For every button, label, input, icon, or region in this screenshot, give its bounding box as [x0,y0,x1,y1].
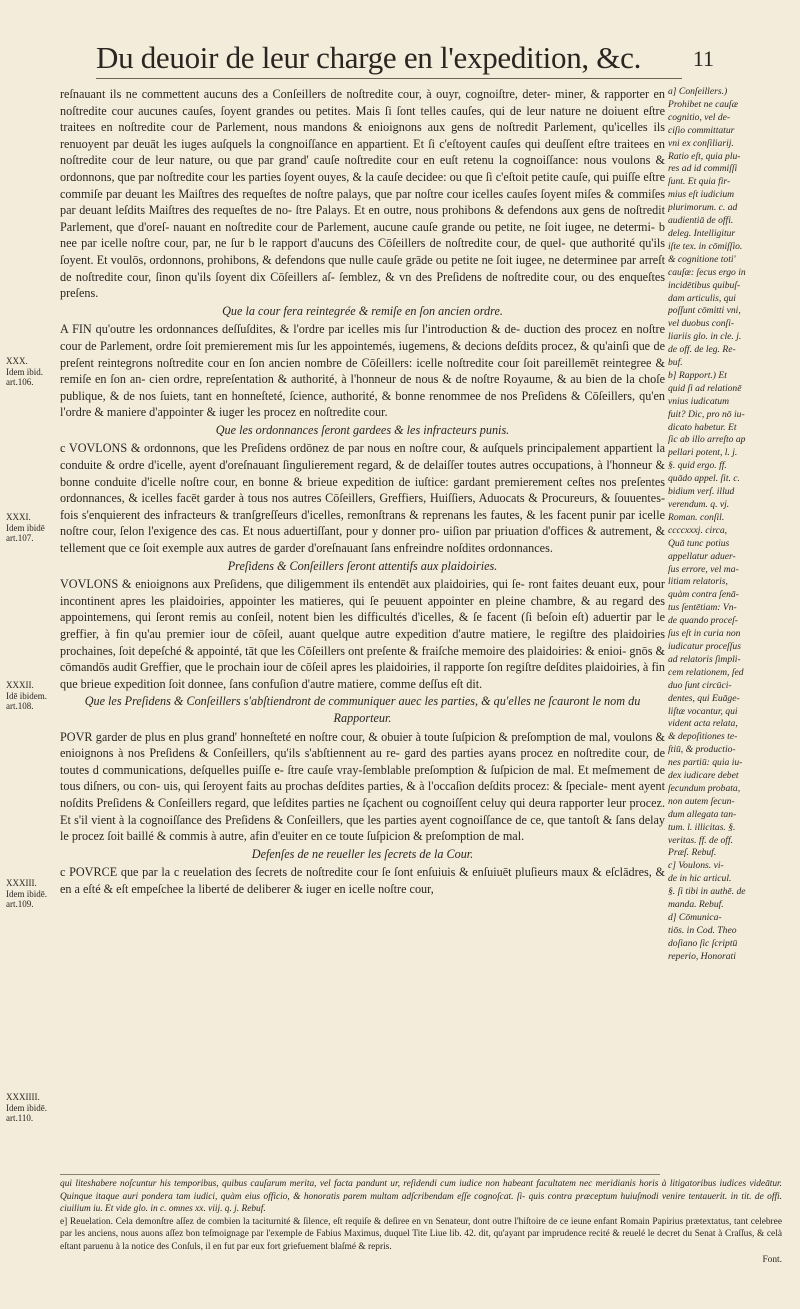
paragraph: reſnauant ils ne commettent aucuns des a Conſeillers de noſtredite cour, à ouyr, cognoiſtre, deter- miner, & rapporter en noſtredite cour aucunes cauſes, ſoyent grandes ou petites. Mais ſi ſont telles cauſes, qui de leur nature ne doiuent eſtre traitees en noſtredite cour de Parlement, nous mandons & enioignons aux gens de noſtredit Parlement, qu'icelles ils renuoyent par deuāt les iuges auſquels la congnoiſſance en appartient. Et ſi c'eſtoyent cauſes qui deuſſent eſtre traitees en noſtredite cour de leur nature, ou que par grand' cauſe noſtredite cour en euſt retenu la cognoiſſance: nous voulons & ordonnons, que par noſtredite cour les parties ſoyent ouyes, & la cauſe decidee: ou que ſi c'eſtoit petite cauſe, qui puiſſe eſtre commiſe par deuant les Maiſtres des requeſtes de noſtre palays, que par noſtre cour icelles cauſes ſoyent miſes & commiſes par deuant leſdits Maiſtres des requeſtes de no- ſtre Palays. Et en outre, nous prohibons & defendons aux gens de noſtredit Parlement, que d'oreſ- nauant en noſtredite cour de Parlement, aucune cauſe grande ou petite, ne ſoit iugee, ne determi- b nee par icelle noſtre cour, par, ne ſur b le rapport d'aucuns des Cōſeillers de noſtredite cour, de quel- que authorité qu'ils ſoyent. Et voulōs, ordonnons, prohibons, & defendons que nulle cauſe grāde ou petite ne ſoit iugee, ne determinee par arreſt de noſtredite cour, ſinon qu'ils ſoyent dix Cōſeillers aſ- ſemblez, & vn des Preſidens de noſtredite cour, ou des enqueſtes preſens. [60,87,665,301]
main-text [60,86,665,898]
side-note-line: Roman. conſil. [668,511,725,523]
side-note-line: de off. de leg. Re- [668,344,736,356]
side-note-line: buf. [668,357,683,369]
side-note-line: Prohibet ne cauſæ [668,98,738,110]
side-note-line: tus ſentētiam: Vn- [668,602,737,614]
side-note-line: iſte tex. in cōmiſſio. [668,240,743,252]
side-note-line: Ratio eſt, quia plu- [668,150,741,162]
side-note-line: dum allegata tan- [668,808,737,820]
side-note-line: vnius iudicatum [668,395,730,407]
side-note-line: non autem ſecun- [668,795,735,807]
side-note-line: iudicatur proceſſus [668,640,741,652]
side-note-line: b] Rapport.) Et [668,369,727,381]
side-note-line: & cognitione toti' [668,253,736,265]
article-reference: XXX. Idem ibid. art.106. [6,356,43,387]
side-note-line: ſic ab illo arreſto ap [668,434,746,446]
side-note-line: ſunt. Et quia fir- [668,176,731,188]
side-note-line: doſiano ſic ſcriptū [668,937,738,949]
side-note-line: ſus errore, vel ma- [668,563,739,575]
section-heading: Preſidens & Conſeillers ſeront attentifs aux plaidoiries. [227,558,498,573]
side-note-line: incidētibus quibuſ- [668,279,741,291]
side-note-line: ciſio committatur [668,124,735,136]
section-heading: Que la cour fera reintegrée & remiſe en ſon ancien ordre. [222,303,503,318]
side-note-line: Præſ. Rebuf. [668,847,717,859]
side-note-line: poſſunt cōmitti vni, [668,305,741,317]
side-note-line: vel duobus conſi- [668,318,735,330]
header-rule [96,78,682,79]
side-note-line: cognitio, vel de- [668,111,731,123]
side-note-line: litiam relatoris, [668,576,728,588]
side-note-line: dicato habetur. Et [668,421,737,433]
side-note-line: vni ex conſiliarij. [668,137,734,149]
side-note-line: a] Conſeillers.) [668,86,728,97]
running-header [96,40,714,80]
footnotes [60,1178,782,1266]
page-title: Du deuoir de leur charge en l'expedition, &c. [96,40,642,75]
side-note-line: appellatur aduer- [668,550,736,562]
side-note-line: liſtæ vocantur, qui [668,705,738,717]
article-reference: XXXIII. Idem ibidē. art.109. [6,878,47,909]
side-note-line: fuit? Dic, pro nō iu- [668,408,745,420]
side-note-line: quàm contra ſenā- [668,589,739,601]
article-reference: XXXIIII. Idem ibidē. art.110. [6,1092,47,1123]
side-note-line: dex iudicare debet [668,770,739,782]
section-heading: Que les Preſidens & Conſeillers s'abſtiendront de communiquer auec les parties, & qu'elles ne ſcauront le nom du Rapporteur. [84,694,641,725]
paragraph: VOVLONS & enioignons aux Preſidens, que diligemment ils entendēt aux plaidoiries, qui ſe- ront faites deuant eux, pour incontinent apres les plaidoiries, appointer les matieres, qui ſe peuuent appointer en pleine chambre, & au regard des appointemens, qui ſeront remis au conſeil, notent bien les difficultés d'icelles, & ſe facent (ſi beſoin eſt) aduertir par le greffier, à fin qu'au premier iour de cōſeil, auant quelque autre expedition d'autre matiere, le regiſtre des plaidoiries prochaines, ſoit depeſché & appointé, tāt que les Cōſeillers ont preſente & fraiſche memoire des plaidoiries: & enioi- gnōs & cōmandōs audit Greffier, que le prochain iour de cōſeil apres les plaidoiries, il rapporte ſon regiſtre deſdites plaidoiries, à fin que brieue expedition ſoit donnee, ſans confuſion d'autre matiere, comme deſſus eſt dit. [60,577,665,691]
side-note-line: dam articulis, qui [668,292,736,304]
side-note-line: vident acta relata, [668,718,738,730]
side-note-line: cem relationem, ſed [668,666,744,678]
paragraph: c POVRCE que par la c reuelation des ſecrets de noſtredite cour ſe ſont enſuiuis & enſuiuēt pluſieurs maux & eſclādres, & en a eſté & eſt empeſchee la liberté de deliberer & iuger en icelle noſtre cour, [60,865,665,896]
side-note-line: cauſæ: ſecus ergo in [668,266,746,278]
paragraph: c VOVLONS & ordonnons, que les Preſidens ordōnez de par nous en noſtre cour, & auſquels principalement appartient la conduite & ordre d'icelle, ayent d'oreſnauant ſingulierement regard, & de delaiſſer toutes autres occupations, à l'honneur & bonne conduite d'icelle noſtre cour, en bonne & brieue expedition de iuſtice: gardant premierement ceſtes nos preſentes ordonnances, & icelles facēt garder à tous nos autres Cōſeillers, Greffiers, Huiſſiers, Aduocats & Procureurs, & ſouuentes- fois s'enquierent des infracteurs & tranſgreſſeurs d'icelles, remonſtrans & reprenans les fautes, & les facent punir par icelle noſtre cour, ſelon l'exigence des cas. Et nous aduertiſſant, pour y donner pro- uiſion par priuation d'offices & autrement, & tellement que ce ſoit exemple aux autres de garder d'oreſnauant ſans enfreindre noſdites ordonnances. [60,441,665,556]
side-note-line: quādo appel. ſit. c. [668,473,740,485]
side-note-line: duo ſunt circūci- [668,679,732,691]
side-note-line: quid ſi ad relationē [668,382,742,394]
side-note-line: tiōs. in Cod. Theo [668,924,737,936]
side-note-line: ccccxxxj. circa, [668,524,728,536]
side-note-line: reperio, Honorati [668,950,736,962]
side-note-line: ſtiū, & productio- [668,744,736,756]
side-note-line: ſecundum probata, [668,782,741,794]
side-note-line: manda. Rebuf. [668,899,724,911]
side-note-line: plurimorum. c. ad [668,202,738,214]
side-note-line: veritas. ff. de off. [668,834,734,846]
side-note-line: verendum. q. vj. [668,499,730,510]
side-note-line: de in hic articul. [668,873,732,885]
catchword: Font. [762,1254,782,1265]
side-note-line: ad relatoris ſimpli- [668,653,741,665]
side-notes [668,86,784,964]
side-note-line: §. quid ergo. ff. [668,460,727,472]
side-note-line: tum. l. illicitas. §. [668,821,736,833]
side-note-line: d] Cōmunica- [668,912,722,923]
article-reference: XXXI. Idem ibidē art.107. [6,512,45,543]
side-note-line: Quā tunc potius [668,537,730,549]
footnote: e] Reuelation. Cela demonſtre aſſez de combien la taciturnité & ſilence, eſt requiſe & deſiree en vn Senateur, dont outre l'hiſtoire de ce ieune enfant Romain Papirius prætextatus, tant celebree par les anciens, nous auons aſſez bon teſmoignage par l'exemple de Fabius Maximus, duquel Tite Liue lib. 42. dit, qu'ayant par imprudence recité & reuelé le decret du Senat à Craſſus, & celà eſtant paruenu à la notice des Conſuls, il en fut par eux fort griefuement blaſmé & repris. [60,1216,782,1252]
footnote-rule [60,1174,660,1175]
side-note-line: ſus eſt in curia non [668,628,741,640]
section-heading: Defenſes de ne reueller les ſecrets de la Cour. [251,846,474,861]
footnote: qui liteshabere noſcuntur his temporibus, quibus cauſarum merita, vel facta pandunt ur, reſidendi cum iudice non habeant facultatem nec meridianis horis à litigatoribus iudices videātur. Quinque itaque auri pondera tam iudici, quàm eius officio, & honoratis parem multam adſcribendam eſſe cognoſcat. ſi- quis contra præceptum huiuſmodi venire tentauerit. in tit. de offi. ciuilium iu. Et vide glo. in c. omnes xx. viij. q. j. Rebuf. [60,1179,782,1215]
side-note-line: nes partiū: quia iu- [668,757,743,769]
paragraph: A FIN qu'outre les ordonnances deſſuſdites, & l'ordre par icelles mis ſur l'introduction & de- duction des procez en noſtre cour de Parlement, ordre ſoit premierement mis ſur les appointemés, iugemens, & decions deſdits procez, & qu'ainſi que de preſent reintegrons noſtredite cour en ſon ancien nombre de Cōſeillers: icelle noſtredite cour ſoit pareillemēt reintegree & remiſe en ſon an- cien ordre, repreſentation & authorité, à l'honneur de nous & de noſtre Royaume, & au bien de la choſe publique, & de nos ſuiets, tant en honneſteté, ſcience, authorité, & bonne renommee de nos Preſidens & Cōſeillers, qu'en l'ordre & maniere d'appointer & iuger les procez en noſtredite cour. [60,322,665,420]
paragraph: POVR garder de plus en plus grand' honneſteté en noſtre cour, & obuier à toute ſuſpicion & preſomption de mal, voulons & enioignons à nos Preſidens & Conſeillers, qu'ils s'abſtiennent au re- gard des parties ayans procez en noſtredite cour, de toutes d communications, deſquelles puiſſe e- ſtre cauſe vray-ſemblable preſomption & ſuſpicion de mal. Et meſmement de tous diſners, ou con- uis, qui ſeroyent faits au prochas deſdites parties, & à l'occaſion deſdits procez: & ſpeciale- ment ayent noſdits Preſidens & Conſeillers regard, que leſdites parties ne ſçachent ou cognoiſſent celuy qui deura rapporter leur procez. Et s'il vient à la cognoiſſance des Preſidens & Conſeillers, que les parties ayent cognoiſſance de ce, que tantoſt & ſans delay le procez ſoit baillé & commis à autre, afin d'euiter en ce toute ſuſpicion & preſomption de mal. [60,729,665,844]
side-note-line: pellari potent, l. j. [668,447,738,459]
page-number: 11 [692,46,714,71]
side-note-line: & depoſitiones te- [668,731,738,743]
side-note-line: mius eſt iudicium [668,189,735,201]
side-note-line: de quando proceſ- [668,615,738,627]
side-note-line: c] Voulons. vi- [668,860,724,872]
side-note-line: liariis glo. in cle. j. [668,331,742,343]
side-note-line: res ad id commiſſi [668,163,738,175]
side-note-line: bidium verſ. illud [668,486,735,498]
section-heading: Que les ordonnances ſeront gardees & les infracteurs punis. [215,422,510,437]
side-note-line: audientiā de offi. [668,215,734,227]
side-note-line: deleg. Intelligitur [668,227,736,239]
article-reference: XXXII. Idē ibidem. art.108. [6,680,47,711]
side-note-line: dentes, qui Euāge- [668,692,740,704]
side-note-line: §. ſi tibi in authē. de [668,886,746,898]
